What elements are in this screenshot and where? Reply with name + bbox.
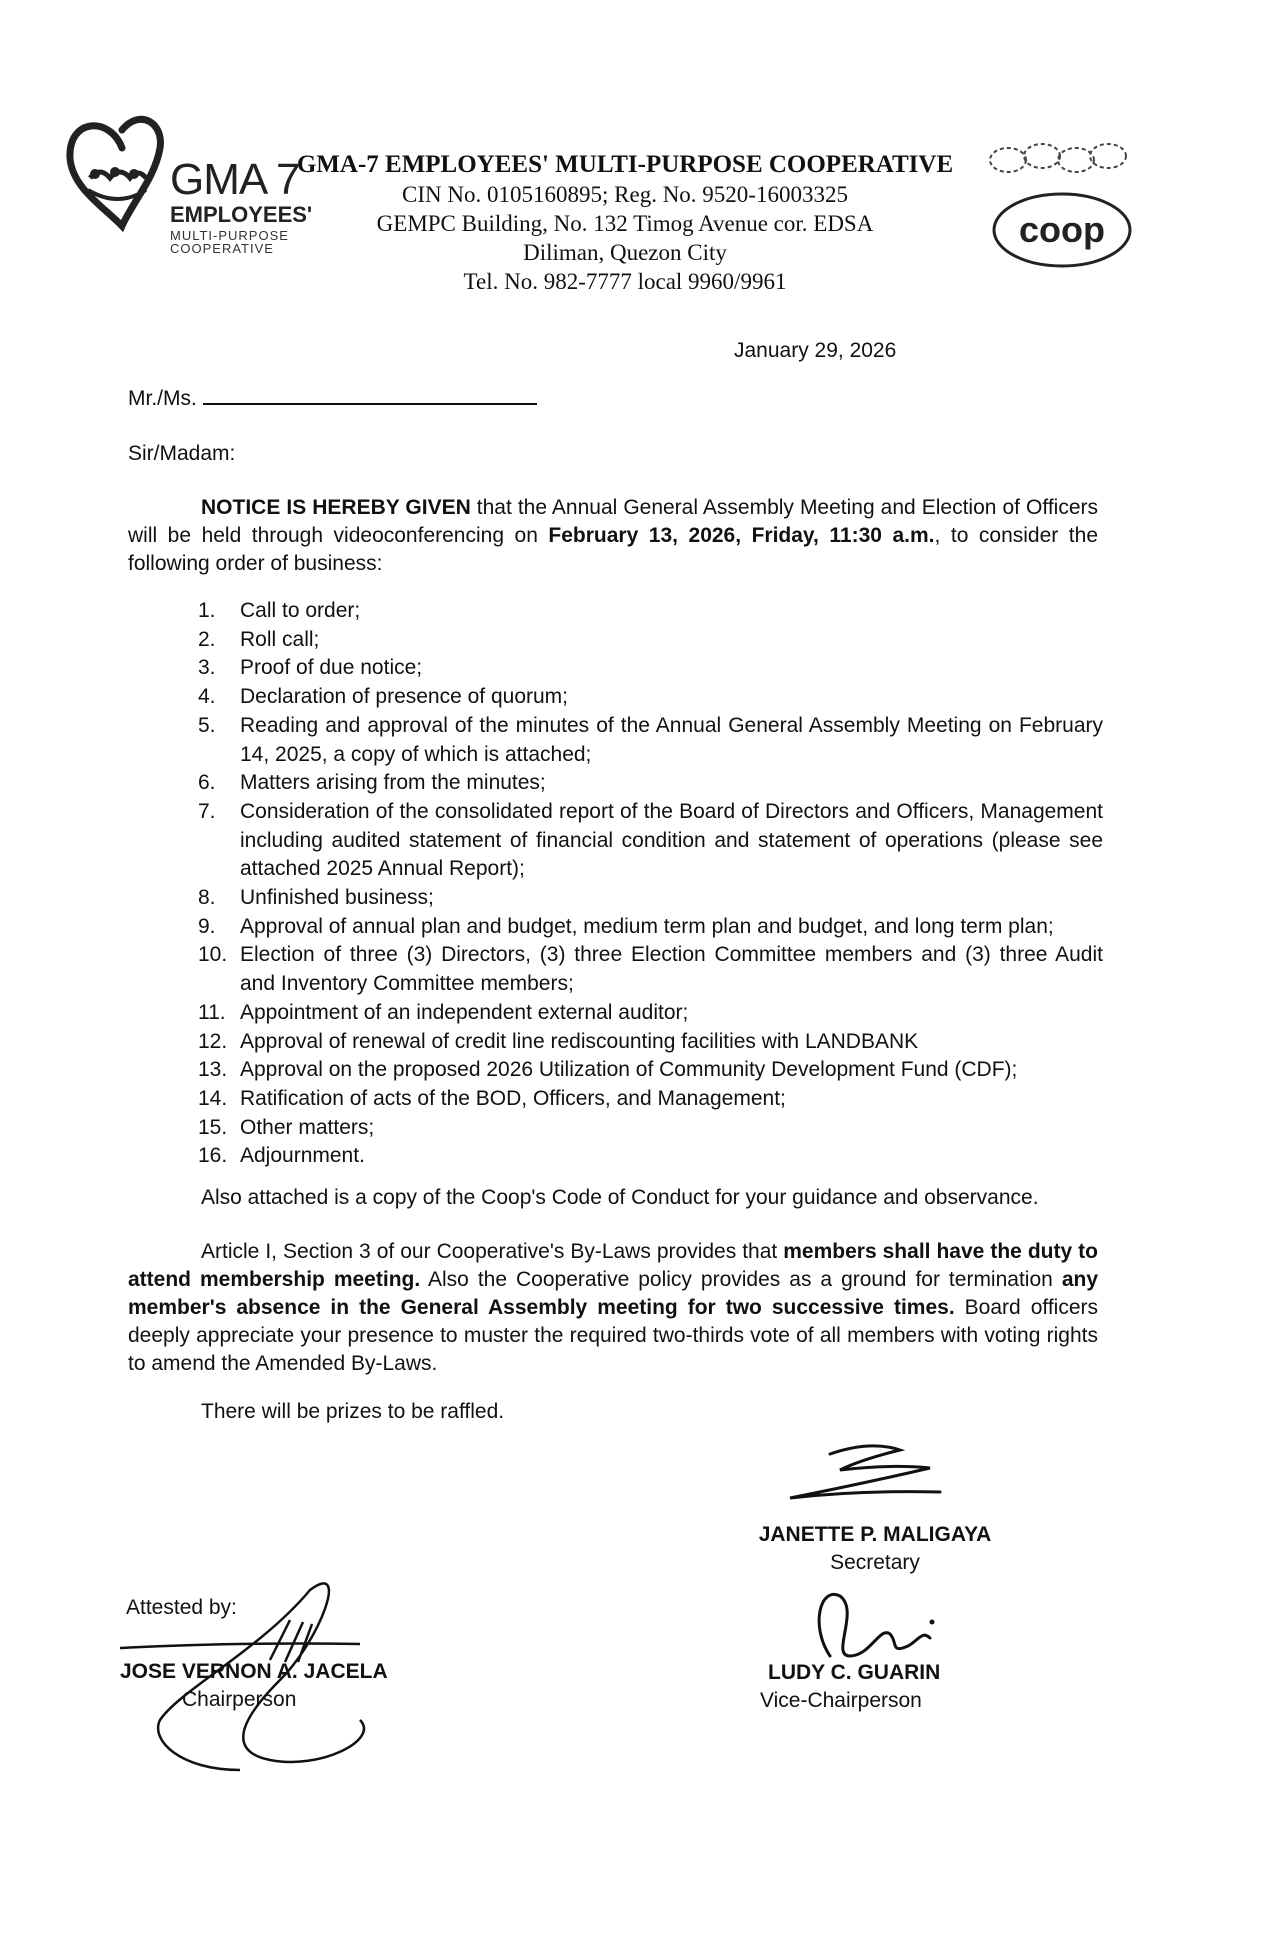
agenda-item-number: 12.	[198, 1029, 228, 1053]
agenda-item	[198, 597, 1103, 626]
attested-by-label: Attested by:	[126, 1596, 237, 1619]
agenda-item	[198, 884, 1103, 913]
agenda-item-number: 16.	[198, 1144, 228, 1168]
agenda-item-number: 4.	[198, 685, 216, 709]
agenda-item-number: 1.	[198, 599, 216, 622]
letterhead	[280, 150, 970, 296]
logo-multipurpose-text: MULTI-PURPOSE	[170, 228, 289, 243]
agenda-item	[198, 1085, 1103, 1114]
agenda-item-number: 5.	[198, 713, 216, 737]
secretary-title: Secretary	[830, 1551, 920, 1574]
address-line-2: Diliman, Quezon City	[523, 240, 727, 265]
agenda-item	[198, 798, 1103, 884]
coop-logo-text: coop	[1019, 209, 1105, 250]
agenda-item	[198, 913, 1103, 942]
agenda-item-number: 8.	[198, 886, 216, 910]
agenda-item-text: Other matters;	[240, 1115, 375, 1139]
agenda-item-text: Declaration of presence of quorum;	[240, 685, 569, 709]
bylaws-duty-bold: members shall have the duty to attend membership meeting.	[128, 1240, 1098, 1291]
chairperson-title: Chairperson	[182, 1688, 297, 1711]
agenda-item-number: 6.	[198, 771, 216, 795]
notice-paragraph	[128, 494, 1098, 578]
agenda-item	[198, 683, 1103, 712]
agenda-item-number: 7.	[198, 799, 216, 823]
recipient-name-blank	[203, 385, 537, 405]
heart-logo-icon	[60, 108, 180, 258]
agenda-item-number: 10.	[198, 943, 228, 967]
agenda-item-text: Approval of renewal of credit line rediscounting facilities with LANDBANK	[240, 1029, 919, 1053]
telephone-number: Tel. No. 982-7777 local 9960/9961	[463, 269, 787, 294]
agenda-item	[198, 1142, 1103, 1171]
meeting-date-time: February 13, 2026, Friday, 11:30 a.m.	[548, 524, 935, 547]
agenda-item-text: Adjournment.	[240, 1144, 365, 1168]
agenda-item-text: Election of three (3) Directors, (3) three Election Committee members and (3) three Audit and Inventory Committee members;	[240, 943, 1103, 996]
notice-bold-lead: NOTICE IS HEREBY GIVEN	[201, 496, 471, 519]
vice-chairperson-block	[750, 1659, 970, 1715]
agenda-item	[198, 626, 1103, 655]
secretary-block	[735, 1521, 1015, 1577]
letter-date: January 29, 2026	[734, 339, 897, 362]
agenda-item-number: 15.	[198, 1115, 228, 1139]
prizes-note: There will be prizes to be raffled.	[201, 1400, 505, 1423]
secretary-name: JANETTE P. MALIGAYA	[758, 1523, 992, 1546]
agenda-item-text: Consideration of the consolidated report of the Board of Directors and Officers, Management including audited statement of financial condition and statement of operations (please see attached 2025 Annual Report);	[240, 799, 1103, 881]
bylaws-text-3: Board officers deeply appreciate your presence to muster the required two-thirds vote of all members with voting rights to amend the Amended By-Laws.	[128, 1296, 1099, 1375]
logo-gma7-text: GMA 7	[170, 155, 300, 204]
agenda-item-text: Roll call;	[240, 627, 320, 651]
agenda-item-text: Reading and approval of the minutes of the Annual General Assembly Meeting on February 14, 2025, a copy of which is attached;	[240, 713, 1103, 766]
agenda-item-text: Proof of due notice;	[240, 656, 423, 680]
bylaws-text-1: Article I, Section 3 of our Cooperative's By-Laws provides that	[201, 1240, 784, 1263]
order-of-business-list	[198, 597, 1103, 1171]
agenda-item-number: 14.	[198, 1086, 228, 1110]
bylaws-termination-bold: any member's absence in the General Assembly meeting for two successive times.	[128, 1268, 1098, 1319]
greeting: Sir/Madam:	[128, 442, 236, 465]
coop-logo	[980, 138, 1150, 278]
agenda-item-text: Approval on the proposed 2026 Utilization of Community Development Fund (CDF);	[240, 1058, 1018, 1082]
registration-number: CIN No. 0105160895; Reg. No. 9520-16003325	[402, 182, 848, 207]
chairperson-block	[120, 1658, 420, 1714]
agenda-item	[198, 1056, 1103, 1085]
agenda-item	[198, 1028, 1103, 1057]
attached-note: Also attached is a copy of the Coop's Code of Conduct for your guidance and observance.	[201, 1186, 1039, 1209]
bylaws-paragraph	[128, 1238, 1098, 1378]
agenda-item-number: 9.	[198, 914, 216, 938]
agenda-item-text: Approval of annual plan and budget, medium term plan and budget, and long term plan;	[240, 914, 1054, 938]
agenda-item-number: 13.	[198, 1058, 228, 1082]
agenda-item	[198, 941, 1103, 998]
notice-text-2: , to consider the following order of business:	[128, 524, 1099, 575]
logo-employees-text: EMPLOYEES'	[170, 202, 313, 227]
agenda-item-text: Call to order;	[240, 599, 361, 622]
agenda-item	[198, 1114, 1103, 1143]
agenda-item-text: Ratification of acts of the BOD, Officers, and Management;	[240, 1086, 786, 1110]
salutation-line	[128, 385, 537, 413]
chairperson-name: JOSE VERNON A. JACELA	[120, 1660, 388, 1683]
salutation-prefix: Mr./Ms.	[128, 387, 197, 410]
address-line-1: GEMPC Building, No. 132 Timog Avenue cor. EDSA	[376, 211, 874, 236]
bylaws-text-2: Also the Cooperative policy provides as a ground for termination	[420, 1268, 1062, 1291]
agenda-item-text: Appointment of an independent external auditor;	[240, 1000, 689, 1024]
agenda-item	[198, 999, 1103, 1028]
gma7-cooperative-logo	[60, 108, 313, 258]
notice-text-1: that the Annual General Assembly Meeting and Election of Officers will be held through videoconferencing on	[128, 496, 1098, 547]
agenda-item-number: 11.	[198, 1000, 226, 1024]
agenda-item	[198, 654, 1103, 683]
agenda-item-text: Unfinished business;	[240, 886, 434, 910]
vice-chairperson-name: LUDY C. GUARIN	[768, 1661, 941, 1684]
agenda-item-number: 3.	[198, 656, 216, 680]
agenda-item-number: 2.	[198, 627, 216, 651]
secretary-signature	[770, 1432, 970, 1522]
vice-chairperson-title: Vice-Chairperson	[760, 1689, 922, 1712]
coop-rings-icon	[980, 138, 1150, 278]
cooperative-name: GMA-7 EMPLOYEES' MULTI-PURPOSE COOPERATIVE	[296, 151, 954, 178]
agenda-item-text: Matters arising from the minutes;	[240, 771, 546, 795]
agenda-item	[198, 712, 1103, 769]
agenda-item	[198, 769, 1103, 798]
logo-cooperative-text: COOPERATIVE	[170, 241, 274, 256]
